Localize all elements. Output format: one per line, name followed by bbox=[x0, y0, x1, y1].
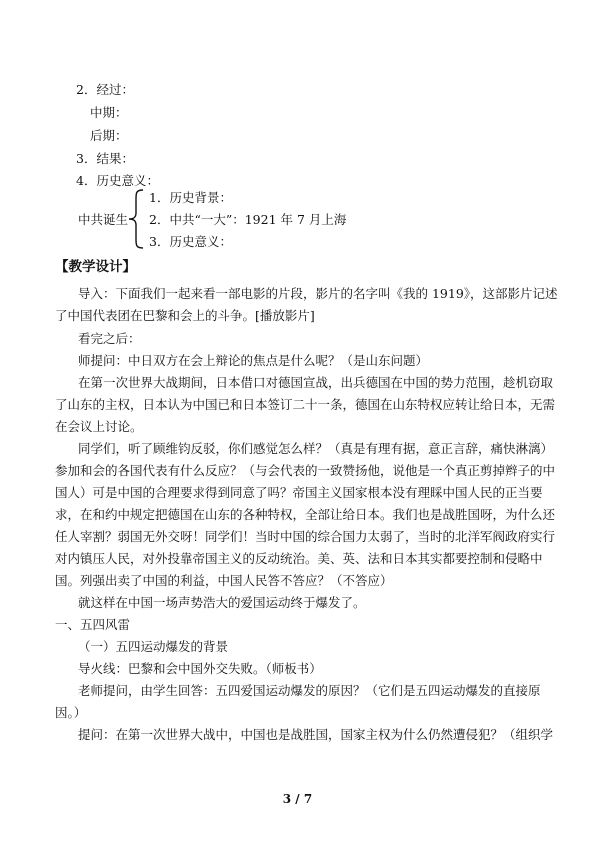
outline-item-2: 2．经过： bbox=[76, 82, 134, 97]
paragraph-line: 就这样在中国一场声势浩大的爱国运动终于爆发了。 bbox=[78, 595, 366, 610]
paragraph-line: 参加和会的各国代表有什么反应？（与会代表的一致赞扬他，说他是一个真正剪掉辫子的中 bbox=[55, 463, 556, 478]
paragraph-line: 导入：下面我们一起来看一部电影的片段，影片的名字叫《我的 1919》，这部影片记述 bbox=[78, 286, 558, 301]
outline-middle: 中期： bbox=[90, 105, 128, 120]
paragraph-line: 老师提问，由学生回答：五四爱国运动爆发的原因？（它们是五四运动爆发的直接原 bbox=[78, 683, 541, 698]
page-number: 3 / 7 bbox=[282, 792, 313, 806]
paragraph-line: 在会议上讨论。 bbox=[55, 419, 143, 434]
paragraph-line: 导火线：巴黎和会中国外交失败。（师板书） bbox=[78, 661, 322, 676]
party-founding-label: 中共诞生 bbox=[78, 212, 129, 227]
paragraph-line: 国人）可是中国的合理要求得到同意了吗？帝国主义国家根本没有理睬中国人民的正当要 bbox=[55, 485, 543, 500]
outline-late: 后期： bbox=[90, 128, 128, 143]
party-founding-item-3: 3．历史意义： bbox=[149, 234, 232, 249]
paragraph-line: 提问：在第一次世界大战中，中国也是战胜国，国家主权为什么仍然遭侵犯？（组织学 bbox=[78, 727, 554, 742]
outline-item-4: 4．历史意义： bbox=[76, 173, 159, 188]
curly-brace-icon bbox=[128, 189, 144, 249]
party-founding-item-1: 1．历史背景： bbox=[149, 190, 232, 205]
subsection-title: （一）五四运动爆发的背景 bbox=[78, 639, 229, 654]
party-founding-item-2: 2．中共“一大”：1921 年 7 月上海 bbox=[149, 212, 347, 227]
paragraph-line: 看完之后： bbox=[78, 331, 141, 346]
paragraph-line: 求，在和约中规定把德国在山东的各种特权，全部让给日本。我们也是战胜国呀，为什么还 bbox=[55, 507, 556, 522]
paragraph-line: 在第一次世界大战期间，日本借口对德国宣战，出兵德国在中国的势力范围，趁机窃取 bbox=[78, 375, 554, 390]
paragraph-line: 同学们，听了顾维钧反驳，你们感觉怎么样？（真是有理有据，意正言辞，痛快淋漓） bbox=[78, 441, 554, 456]
paragraph-line: 因。） bbox=[55, 705, 87, 720]
paragraph-line: 任人宰割？弱国无外交呀！同学们！当时中国的综合国力太弱了，当时的北洋军阀政府实行 bbox=[55, 529, 556, 544]
section-title: 一、五四风雷 bbox=[55, 617, 131, 632]
paragraph-line: 了山东的主权，日本认为中国已和日本签订二十一条，德国在山东特权应转让给日本，无需 bbox=[55, 397, 556, 412]
paragraph-line: 对内镇压人民，对外投靠帝国主义的反动统治。美、英、法和日本其实都要控制和侵略中 bbox=[55, 551, 543, 566]
paragraph-line: 了中国代表团在巴黎和会上的斗争。[播放影片] bbox=[55, 308, 315, 323]
paragraph-line: 国。列强出卖了中国的利益，中国人民答不答应？（不答应） bbox=[55, 573, 393, 588]
paragraph-line: 师提问：中日双方在会上辩论的焦点是什么呢？（是山东问题） bbox=[78, 353, 429, 368]
outline-item-3: 3．结果： bbox=[76, 151, 134, 166]
section-heading: 【教学设计】 bbox=[55, 259, 136, 275]
